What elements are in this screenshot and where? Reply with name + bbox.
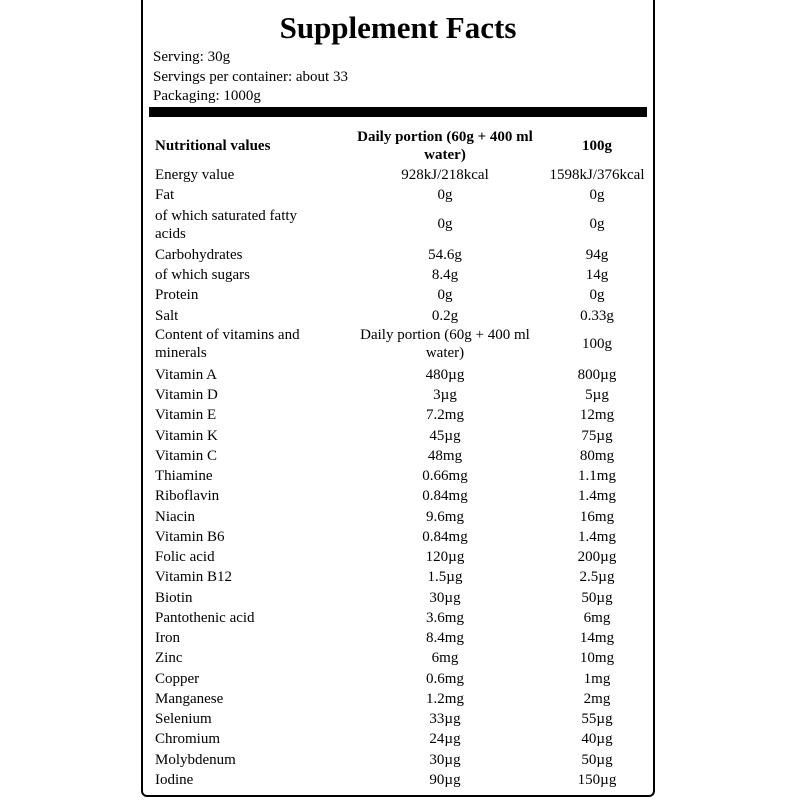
vitamin-daily-value: 90µg	[429, 772, 461, 788]
vitamin-daily-value: 1.5µg	[427, 569, 463, 585]
vitamin-name: Selenium	[155, 711, 212, 727]
vitamin-name: Vitamin A	[155, 367, 218, 383]
vitamins-header-per-100g: 100g	[582, 336, 612, 352]
vitamin-per-100g: 1mg	[583, 671, 611, 687]
nutrient-per-100g: 1598kJ/376kcal	[549, 167, 645, 183]
vitamin-per-100g: 1.4mg	[578, 488, 616, 504]
vitamin-per-100g: 75µg	[581, 428, 613, 444]
nutrient-name: of which saturated fatty acids	[155, 208, 298, 242]
vitamin-per-100g: 5µg	[585, 387, 609, 403]
vitamins-header-label: Content of vitamins and minerals	[155, 327, 300, 361]
vitamin-per-100g: 2mg	[583, 691, 611, 707]
nutrient-daily-value: 0g	[437, 187, 453, 203]
vitamin-name: Vitamin E	[155, 407, 217, 423]
vitamin-name: Vitamin D	[155, 387, 218, 403]
vitamin-daily-value: 30µg	[429, 752, 461, 768]
header-daily-portion: Daily portion (60g + 400 ml water)	[357, 129, 533, 163]
vitamin-name: Pantothenic acid	[155, 610, 255, 626]
packaging-size: Packaging: 1000g	[153, 88, 261, 104]
vitamin-name: Vitamin K	[155, 428, 218, 444]
vitamin-name: Riboflavin	[155, 488, 220, 504]
vitamin-name: Zinc	[155, 650, 183, 666]
nutrient-name: Carbohydrates	[155, 247, 243, 263]
vitamin-daily-value: 6mg	[431, 650, 459, 666]
vitamin-name: Chromium	[155, 731, 221, 747]
nutrient-name: of which sugars	[155, 267, 250, 283]
nutrient-daily-value: 928kJ/218kcal	[401, 167, 489, 183]
vitamin-per-100g: 40µg	[581, 731, 613, 747]
nutrient-per-100g: 0g	[589, 216, 605, 232]
vitamin-name: Manganese	[155, 691, 224, 707]
vitamin-name: Vitamin C	[155, 448, 218, 464]
vitamin-name: Thiamine	[155, 468, 213, 484]
vitamin-per-100g: 55µg	[581, 711, 613, 727]
nutrient-daily-value: 0g	[437, 216, 453, 232]
vitamin-name: Iodine	[155, 772, 194, 788]
vitamin-name: Biotin	[155, 590, 193, 606]
vitamin-daily-value: 30µg	[429, 590, 461, 606]
vitamin-name: Folic acid	[155, 549, 215, 565]
vitamin-name: Molybdenum	[155, 752, 236, 768]
vitamin-name: Vitamin B12	[155, 569, 233, 585]
nutrient-per-100g: 0.33g	[580, 308, 614, 324]
servings-per-container: Servings per container: about 33	[153, 68, 348, 85]
vitamin-per-100g: 800µg	[577, 367, 617, 383]
vitamin-per-100g: 50µg	[581, 590, 613, 606]
vitamin-daily-value: 0.6mg	[426, 671, 464, 687]
nutrient-name: Energy value	[155, 167, 235, 183]
vitamin-per-100g: 200µg	[577, 549, 617, 565]
vitamin-daily-value: 24µg	[429, 731, 461, 747]
panel-title: Supplement Facts	[279, 10, 517, 45]
vitamin-name: Copper	[155, 671, 200, 687]
serving-size: Serving: 30g	[153, 49, 231, 65]
vitamin-name: Iron	[155, 630, 180, 646]
vitamin-daily-value: 8.4mg	[426, 630, 464, 646]
nutrient-per-100g: 0g	[589, 287, 605, 303]
vitamin-per-100g: 80mg	[579, 448, 615, 464]
vitamin-daily-value: 0.84mg	[422, 488, 468, 504]
nutrient-daily-value: 0g	[437, 287, 453, 303]
vitamin-daily-value: 45µg	[429, 428, 461, 444]
thick-divider	[149, 107, 647, 117]
nutrient-per-100g: 94g	[585, 247, 609, 263]
vitamin-daily-value: 480µg	[425, 367, 465, 383]
header-per-100g: 100g	[582, 138, 612, 154]
nutrient-daily-value: 8.4g	[431, 267, 459, 283]
vitamin-daily-value: 0.84mg	[422, 529, 468, 545]
nutrient-daily-value: 54.6g	[428, 247, 462, 263]
vitamin-daily-value: 1.2mg	[426, 691, 464, 707]
vitamin-per-100g: 1.4mg	[578, 529, 616, 545]
header-nutritional-values: Nutritional values	[155, 138, 271, 154]
vitamin-name: Vitamin B6	[155, 529, 225, 545]
vitamin-per-100g: 50µg	[581, 752, 613, 768]
nutrient-name: Fat	[155, 187, 175, 203]
vitamins-header-daily-portion: Daily portion (60g + 400 ml water)	[360, 327, 530, 361]
vitamin-per-100g: 150µg	[577, 772, 617, 788]
supplement-facts-panel	[141, 0, 655, 797]
vitamin-daily-value: 3.6mg	[426, 610, 464, 626]
vitamin-name: Niacin	[155, 509, 195, 525]
serving-info	[153, 48, 348, 107]
vitamin-per-100g: 2.5µg	[579, 569, 615, 585]
vitamin-per-100g: 1.1mg	[578, 468, 616, 484]
nutrient-name: Salt	[155, 308, 179, 324]
vitamin-per-100g: 16mg	[579, 509, 615, 525]
vitamin-per-100g: 12mg	[579, 407, 615, 423]
vitamin-daily-value: 9.6mg	[426, 509, 464, 525]
vitamin-daily-value: 120µg	[425, 549, 465, 565]
nutrient-per-100g: 14g	[585, 267, 609, 283]
vitamin-daily-value: 48mg	[427, 448, 463, 464]
vitamin-per-100g: 14mg	[579, 630, 615, 646]
vitamin-per-100g: 10mg	[579, 650, 615, 666]
vitamin-daily-value: 33µg	[429, 711, 461, 727]
nutrient-per-100g: 0g	[589, 187, 605, 203]
nutrient-daily-value: 0.2g	[431, 308, 459, 324]
nutrient-name: Protein	[155, 287, 199, 303]
vitamin-daily-value: 0.66mg	[422, 468, 468, 484]
vitamin-daily-value: 7.2mg	[426, 407, 464, 423]
vitamin-per-100g: 6mg	[583, 610, 611, 626]
vitamin-daily-value: 3µg	[433, 387, 457, 403]
